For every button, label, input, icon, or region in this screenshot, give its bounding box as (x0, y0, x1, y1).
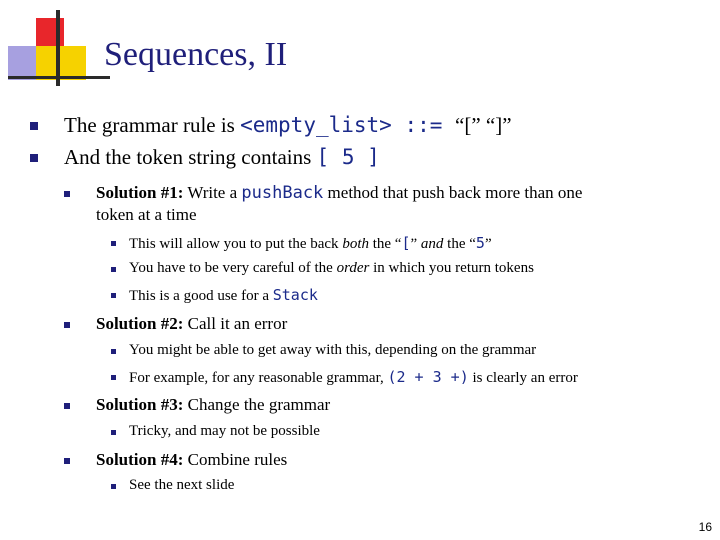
bullet-icon (64, 191, 70, 197)
bullet-icon (64, 458, 70, 464)
solution-2-point-a: You might be able to get away with this, depending on the grammar (129, 342, 537, 358)
slide-title: Sequences, II (104, 36, 288, 73)
bullet-icon (64, 322, 70, 328)
solution-2: Solution #2: Call it an error (96, 314, 288, 333)
bullet-icon (30, 154, 38, 162)
bullet-icon (111, 484, 116, 489)
bullet-grammar-rule: The grammar rule is <empty_list> ::= “[” “]” (64, 113, 512, 137)
solution-4-point-a: See the next slide (129, 477, 235, 493)
page-number: 16 (698, 520, 712, 534)
bullet-icon (111, 241, 116, 246)
solution-3-point-a: Tricky, and may not be possible (129, 423, 320, 439)
bullet-icon (111, 267, 116, 272)
solution-3: Solution #3: Change the grammar (96, 395, 331, 414)
solution-1-point-a: This will allow you to put the back both the “[” and the “5” (129, 234, 492, 252)
solution-2-point-b: For example, for any reasonable grammar, (2 + 3 +) is clearly an error (129, 368, 578, 386)
bullet-icon (111, 375, 116, 380)
bullet-icon (111, 293, 116, 298)
solution-1-point-c: This is a good use for a Stack (129, 286, 318, 304)
solution-1-point-b: You have to be very careful of the order in which you return tokens (129, 260, 534, 276)
solution-1: Solution #1: Write a pushBack method that push back more than one (96, 183, 583, 203)
bullet-token-string: And the token string contains [ 5 ] (64, 145, 380, 169)
solution-1-continued: token at a time (96, 205, 197, 224)
slide-logo (0, 0, 110, 90)
bullet-icon (64, 403, 70, 409)
bullet-icon (30, 122, 38, 130)
solution-4: Solution #4: Combine rules (96, 450, 288, 469)
bullet-icon (111, 430, 116, 435)
bullet-icon (111, 349, 116, 354)
